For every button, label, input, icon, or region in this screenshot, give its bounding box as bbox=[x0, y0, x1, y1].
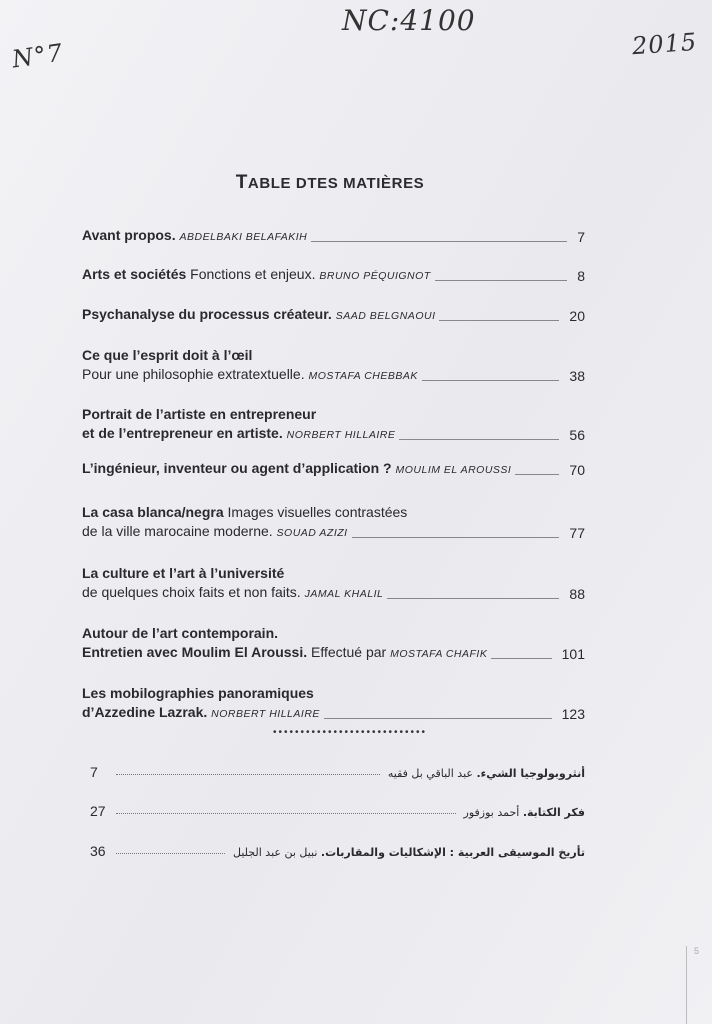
entry-title: Avant propos. bbox=[82, 227, 176, 243]
entry-title: Arts et sociétés bbox=[82, 266, 187, 282]
entry-title: Ce que l’esprit doit à l’œil bbox=[82, 347, 253, 363]
entry-page: 20 bbox=[569, 308, 585, 324]
toc-entry bbox=[82, 346, 585, 386]
entry-page: 77 bbox=[569, 525, 585, 541]
arabic-entry bbox=[90, 843, 585, 859]
entry-title: Psychanalyse du processus créateur. bbox=[82, 306, 332, 322]
entry-page: 88 bbox=[569, 586, 585, 602]
arabic-entry-title: أنثروبولوجيا الشيء. bbox=[476, 767, 585, 780]
arabic-entry-author: نبيل بن عبد الجليل bbox=[233, 846, 318, 859]
entry-page: 70 bbox=[569, 462, 585, 478]
toc-entry bbox=[82, 265, 585, 286]
entry-subtitle: de quelques choix faits et non faits. bbox=[82, 584, 301, 600]
entry-title: Les mobilographies panoramiques bbox=[82, 685, 314, 701]
entry-subtitle-cont: de la ville marocaine moderne. bbox=[82, 523, 273, 539]
entry-title: L’ingénieur, inventeur ou agent d’application ? bbox=[82, 460, 392, 476]
arabic-entry-page: 27 bbox=[90, 803, 106, 819]
arabic-entry-page: 7 bbox=[90, 764, 98, 780]
leader-line bbox=[491, 658, 551, 659]
entry-author: MOSTAFA CHAFIK bbox=[390, 648, 488, 660]
entry-author: BRUNO PÉQUIGNOT bbox=[319, 270, 431, 282]
toc-entry bbox=[82, 405, 585, 445]
toc-entry bbox=[82, 305, 585, 326]
entry-author: NORBERT HILLAIRE bbox=[286, 429, 396, 441]
entry-page: 7 bbox=[577, 229, 585, 245]
entry-page: 38 bbox=[569, 368, 585, 384]
entry-title-cont: et de l’entrepreneur en artiste. bbox=[82, 425, 283, 441]
entry-author: ABDELBAKI BELAFAKIH bbox=[179, 231, 308, 243]
entry-author: MOULIM EL AROUSSI bbox=[395, 464, 512, 476]
entry-subtitle: Pour une philosophie extratextuelle. bbox=[82, 366, 305, 382]
entry-subtitle: Effectué par bbox=[307, 644, 387, 660]
toc-entry bbox=[82, 226, 585, 247]
leader-line bbox=[116, 813, 456, 814]
leader-line bbox=[116, 853, 225, 854]
title-rest: ABLE DTES MATIÈRES bbox=[247, 175, 425, 192]
toc-entry bbox=[82, 459, 585, 480]
handwritten-year: 2015 bbox=[631, 27, 698, 61]
entry-subtitle: Fonctions et enjeux. bbox=[186, 266, 316, 282]
entry-title: La casa blanca/negra bbox=[82, 504, 224, 520]
toc-entry bbox=[82, 684, 585, 724]
leader-line bbox=[422, 380, 560, 381]
title-capital: T bbox=[235, 172, 248, 193]
leader-line bbox=[311, 241, 567, 242]
arabic-entry-title: تأريخ الموسيقى العربية : الإشكاليات والمقاربات. bbox=[320, 846, 585, 859]
leader-line bbox=[324, 718, 552, 719]
entry-author: SOUAD AZIZI bbox=[276, 527, 348, 539]
dotted-separator: •••••••••••••••••••••••••••• bbox=[272, 727, 428, 738]
entry-author: MOSTAFA CHEBBAK bbox=[308, 370, 418, 382]
entry-title: La culture et l’art à l’université bbox=[82, 565, 285, 581]
arabic-entry-author: أحمد بوزفور bbox=[463, 806, 520, 819]
leader-line bbox=[399, 439, 559, 440]
leader-line bbox=[116, 774, 380, 775]
entry-page: 101 bbox=[561, 646, 585, 662]
entry-page: 56 bbox=[569, 427, 585, 443]
leader-line bbox=[515, 474, 559, 475]
arabic-entry bbox=[90, 764, 585, 780]
entry-author: JAMAL KHALIL bbox=[304, 588, 384, 600]
entry-title: Portrait de l’artiste en entrepreneur bbox=[82, 406, 317, 422]
entry-subtitle: Images visuelles contrastées bbox=[223, 504, 408, 520]
handwritten-issue-number: N°7 bbox=[10, 38, 65, 74]
leader-line bbox=[439, 320, 559, 321]
page-number: 5 bbox=[694, 946, 700, 956]
entry-title-cont: Entretien avec Moulim El Aroussi. bbox=[82, 644, 308, 660]
entry-page: 123 bbox=[561, 706, 585, 722]
toc-entry bbox=[82, 503, 585, 543]
entry-author: SAAD BELGNAOUI bbox=[335, 310, 436, 322]
entry-title-cont: d’Azzedine Lazrak. bbox=[82, 704, 208, 720]
entry-title: Autour de l’art contemporain. bbox=[82, 625, 279, 641]
entry-page: 8 bbox=[577, 268, 585, 284]
page-title bbox=[0, 172, 660, 194]
leader-line bbox=[435, 280, 568, 281]
page-edge bbox=[686, 946, 687, 1024]
toc-entry bbox=[82, 564, 585, 604]
arabic-entry bbox=[90, 803, 585, 819]
leader-line bbox=[387, 598, 559, 599]
leader-line bbox=[352, 537, 560, 538]
arabic-entry-page: 36 bbox=[90, 843, 106, 859]
toc-entry bbox=[82, 624, 585, 664]
arabic-entry-author: عبد الباقي بل فقيه bbox=[387, 767, 473, 780]
handwritten-catalog-number: NC:4100 bbox=[342, 4, 476, 37]
entry-author: NORBERT HILLAIRE bbox=[211, 708, 320, 720]
arabic-entry-title: فكر الكتابة. bbox=[522, 806, 585, 819]
